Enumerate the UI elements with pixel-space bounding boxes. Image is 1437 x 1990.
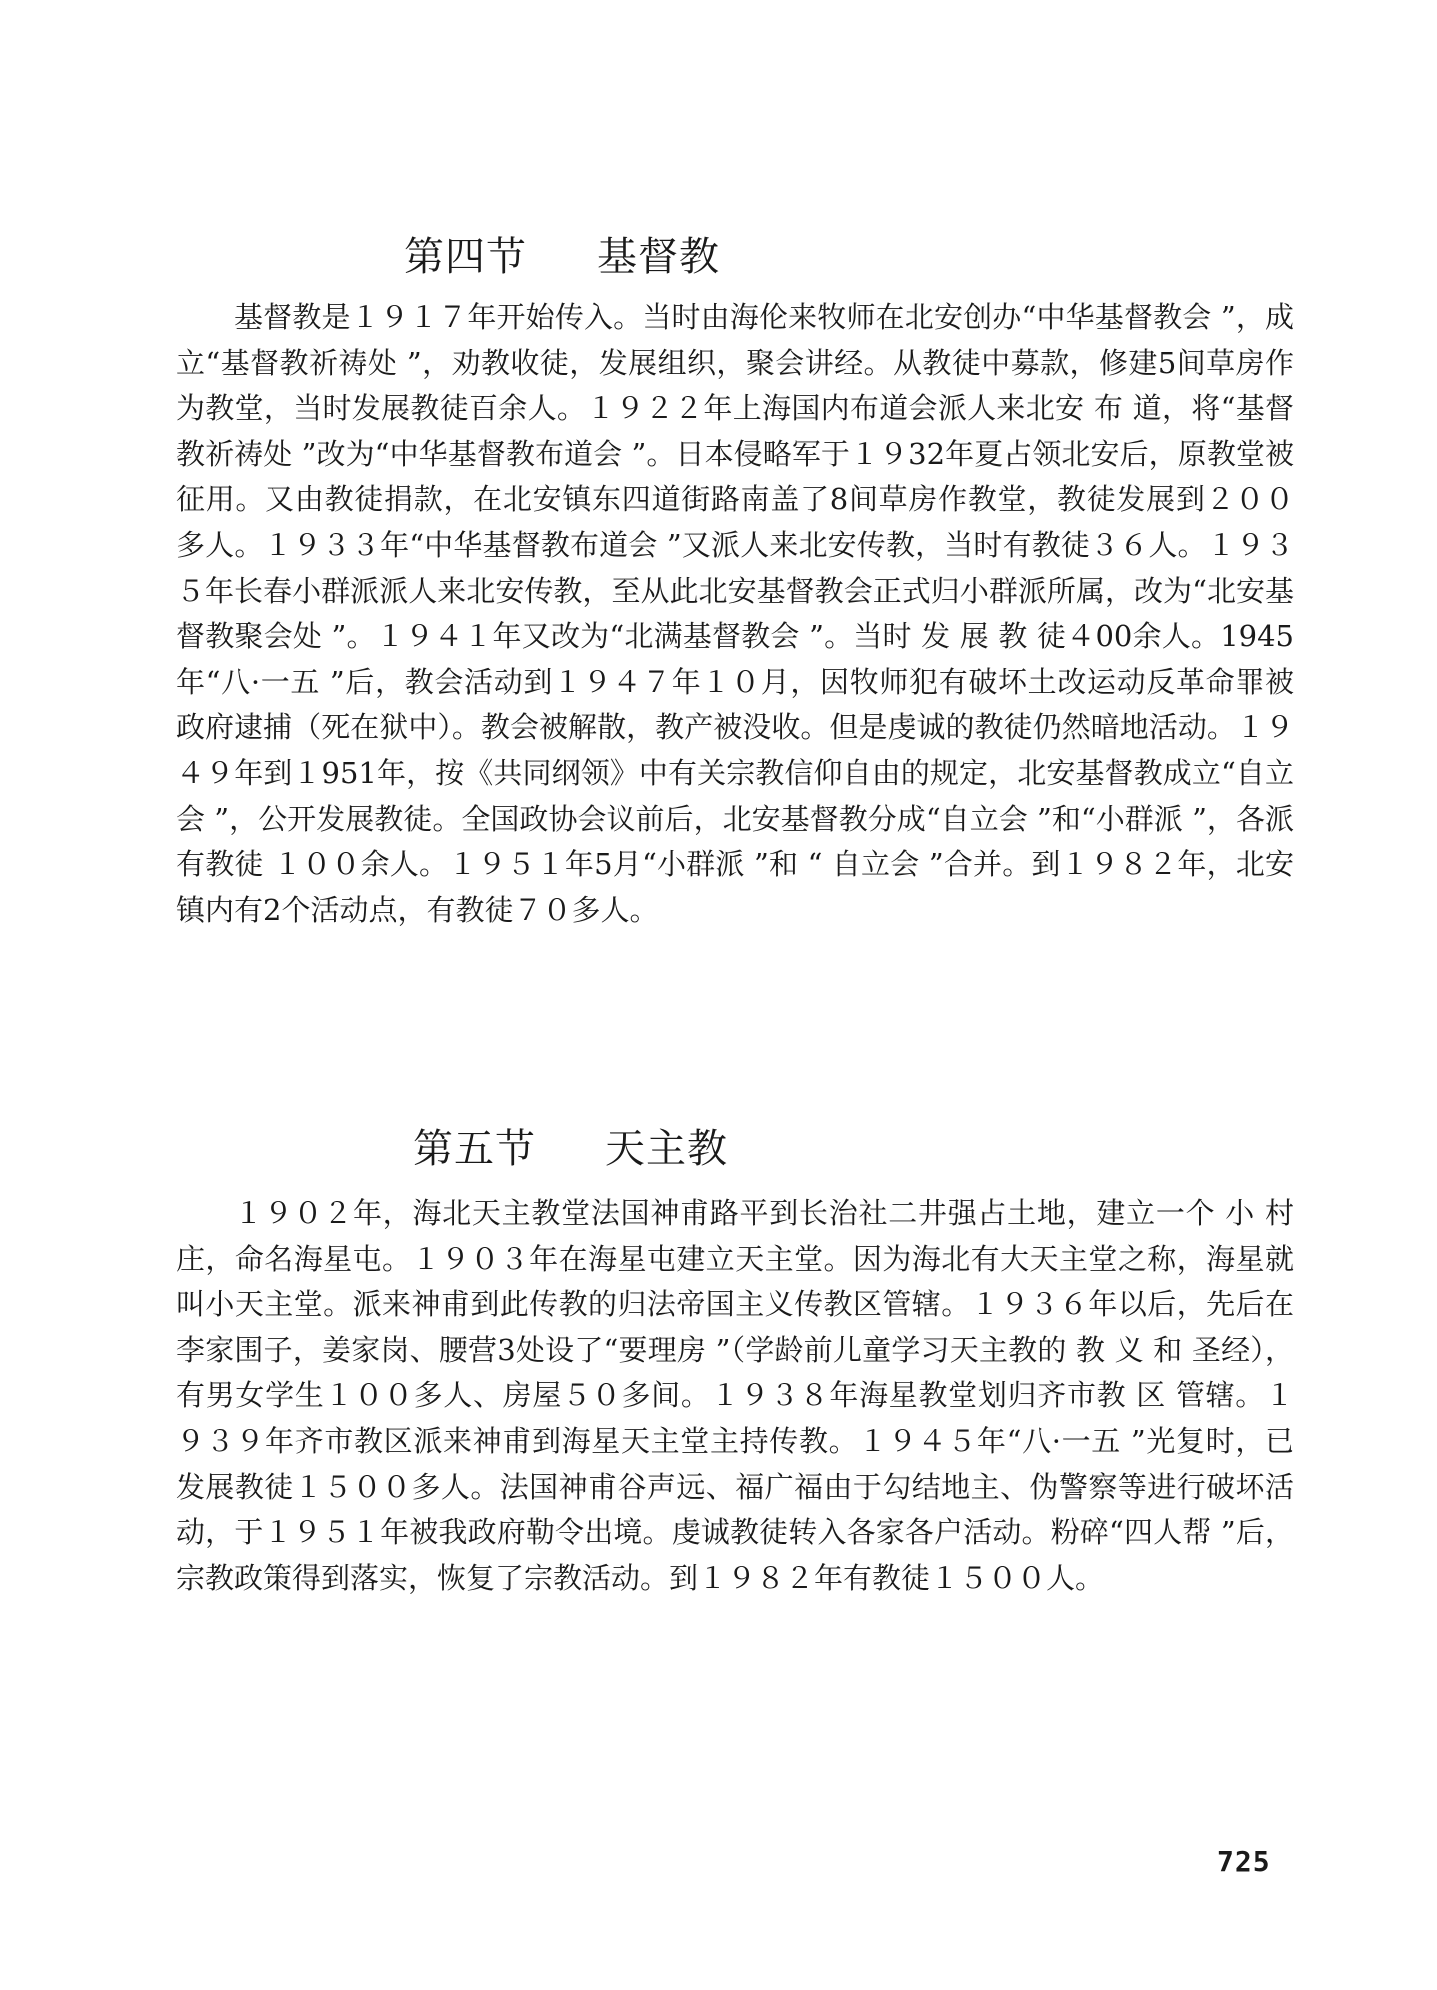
section-body-catholicism: １９０２年，海北天主教堂法国神甫路平到长治社二井强占土地，建立一个 小 村庄，命名海星屯。１９０３年在海星屯建立天主堂。因为海北有大天主堂之称，海星就叫小天主堂。派来神甫到此传教的归法帝国主义传教区管辖。１９３６年以后，先后在李家围子，姜家岗、腰营3处设了“要理房 ”（学龄前儿童学习天主教的 教 义 和 圣经），有男女学生１００多人、房屋５０多间。１９３８年海星教堂划归齐市教 区 管辖。１９３９年齐市教区派来神甫到海星天主堂主持传教。１９４５年“八·一五 ”光复时，已发展教徒１５００多人。法国神甫谷声远、福广福由于勾结地主、伪警察等进行破坏活动，于１９５１年被我政府勒令出境。虔诚教徒转入各家各户活动。粉碎“四人帮 ”后，宗教政策得到落实，恢复了宗教活动。到１９８２年有教徒１５００人。 [176, 1196, 1294, 1595]
section-title: 基督教 [597, 234, 720, 280]
page-number: 725 [1217, 1845, 1271, 1878]
section-number: 第五节 [413, 1126, 536, 1172]
section-body-christianity: 基督教是１９１７年开始传入。当时由海伦来牧师在北安创办“中华基督教会 ”，成立“基督教祈祷处 ”，劝教收徒，发展组织，聚会讲经。从教徒中募款，修建5间草房作为教堂，当时发展教徒百余人。１９２２年上海国内布道会派人来北安 布 道，将“基督教祈祷处 ”改为“中华基督教布道会 ”。日本侵略军于１９32年夏占领北安后，原教堂被征用。又由教徒捐款，在北安镇东四道街路南盖了8间草房作教堂，教徒发展到２００多人。１９３３年“中华基督教布道会 ”又派人来北安传教，当时有教徒３６人。１９３５年长春小群派派人来北安传教，至从此北安基督教会正式归小群派所属，改为“北安基督教聚会处 ”。１９４１年又改为“北满基督教会 ”。当时 发 展 教 徒４00余人。1945年“八·一五 ”后，教会活动到１９４７年１０月，因牧师犯有破坏土改运动反革命罪被政府逮捕（死在狱中）。教会被解散，教产被没收。但是虔诚的教徒仍然暗地活动。１９４９年到１951年，按《共同纲领》中有关宗教信仰自由的规定，北安基督教成立“自立会 ”，公开发展教徒。全国政协会议前后，北安基督教分成“自立会 ”和“小群派 ”，各派有教徒 １００余人。１９５１年5月“小群派 ”和 “ 自立会 ”合并。到１９８２年，北安镇内有2个活动点，有教徒７０多人。 [176, 300, 1294, 927]
section-title: 天主教 [605, 1126, 728, 1172]
section-number: 第四节 [404, 234, 527, 280]
